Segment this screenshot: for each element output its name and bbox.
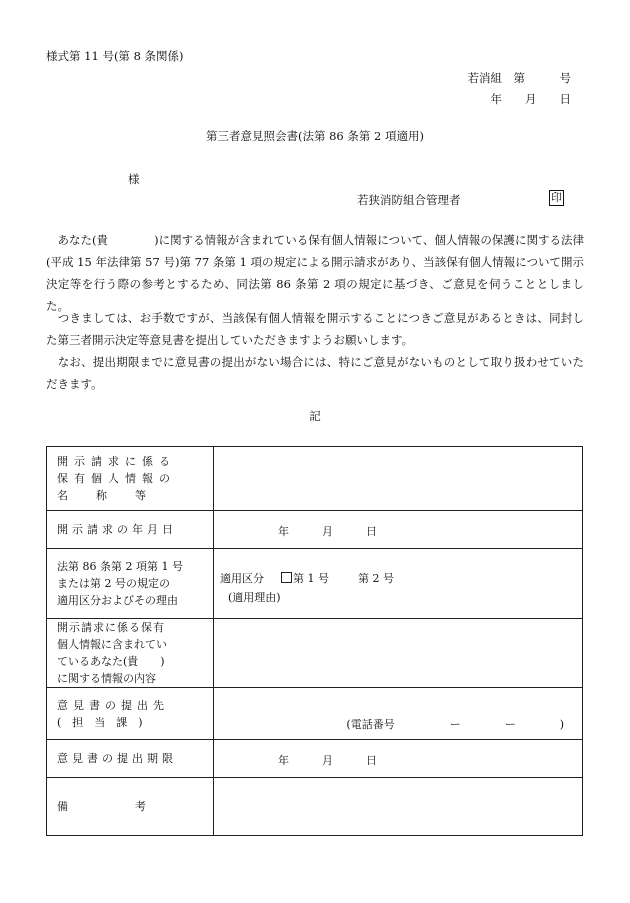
deadline-value: 年 月 日 [278,754,377,767]
seal-mark [549,190,564,206]
issue-date: 年 月 日 [490,92,571,106]
label-line: 開示請求に係る [57,455,176,468]
submit-to-field[interactable] [214,688,583,740]
label-line: 個人情報に含まれてい [57,638,167,651]
paragraph-1: あなた(貴 )に関する情報が含まれている保有個人情報について、個人情報の保護に関する法律(平成 15 年法律第 57 号)第 77 条第 1 項の規定による開示請求があり、当該保有個人情報について開示決定等を行う際の参考とするため、同法第 86 条第 2 項の規定に基づき、ご意見を伺うこととしました。 [46,233,584,313]
category-option-2: 第 2 号 [358,572,394,585]
table-row [47,511,583,549]
reference-number: 若消組 第 号 [467,71,571,85]
label-line: 法第 86 条第 2 項第 1 号 [57,560,183,573]
details-table [46,446,583,836]
ki-heading: 記 [309,409,321,423]
category-reason: (適用理由) [228,591,281,604]
label-line: 保有個人情報の [57,472,176,485]
label-line: に関する情報の内容 [57,672,156,685]
info-content-field[interactable] [214,619,583,688]
label-line: ( 担 当 課 ) [57,715,143,729]
row-label-deadline [47,740,214,778]
category-prefix: 適用区分 [220,572,264,585]
label-line: 開示請求の年月日 [57,523,177,536]
label-line: 適用区分およびその理由 [57,594,178,607]
sender-name: 若狭消防組合管理者 [357,193,461,207]
table-row [47,619,583,688]
category-option-1: 第 1 号 [293,572,329,585]
paragraph-3: なお、提出期限までに意見書の提出がない場合には、特にご意見がないものとして取り扱わせていただきます。 [46,355,584,391]
table-row [47,778,583,836]
label-line: 意見書の提出先 [57,698,169,712]
paragraph-2: つきましては、お手数ですが、当該保有個人情報を開示することにつきご意見があるときは、同封した第三者開示決定等意見書を提出していただきますようお願いします。 [46,311,584,347]
row-label-info-name [47,447,214,511]
table-row [47,740,583,778]
label-line: または第 2 号の規定の [57,577,170,590]
seal-char: 印 [551,191,562,204]
info-name-field[interactable] [214,447,583,511]
category-line [220,570,394,586]
row-label-remarks [47,778,214,836]
row-label-request-date [47,511,214,549]
checkbox-icon[interactable] [281,572,292,583]
addressee-suffix: 様 [128,172,140,186]
deadline-field[interactable] [214,740,583,778]
table-row [47,447,583,511]
remarks-field[interactable] [214,778,583,836]
request-date-value: 年 月 日 [278,525,377,538]
label-line: 開示請求に係る保有 [57,621,165,634]
phone-number-line: (電話番号 ー ー ) [346,718,564,731]
row-label-submit-to [47,688,214,740]
form-number: 様式第 11 号(第 8 条関係) [46,49,184,63]
label-line: 意見書の提出期限 [57,752,177,765]
label-line: ているあなた(貴 ) [57,655,165,668]
row-label-info-content [47,619,214,688]
request-date-field[interactable] [214,511,583,549]
row-label-category [47,549,214,619]
label-line: 名 称 等 [57,489,148,502]
document-title: 第三者意見照会書(法第 86 条第 2 項適用) [205,129,425,143]
table-row [47,688,583,740]
label-line: 備 考 [57,800,148,813]
table-row [47,549,583,619]
category-field [214,549,583,619]
